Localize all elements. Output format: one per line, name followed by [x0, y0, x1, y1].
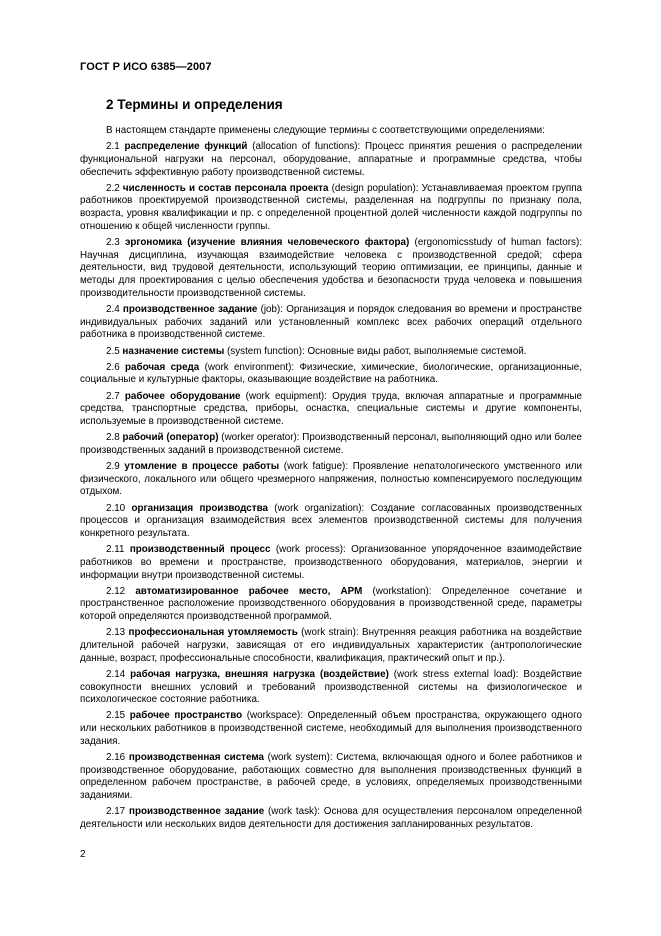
term-english: (workstation):	[362, 585, 442, 597]
term-entry	[80, 183, 582, 234]
term-entry	[80, 141, 582, 179]
term-name: производственное задание	[129, 806, 265, 818]
term-entry	[80, 627, 582, 665]
term-name: профессиональная утомляемость	[128, 627, 298, 639]
term-name: организация производства	[131, 502, 268, 514]
term-definition: Процесс принятия решения о распределении функциональной нагрузки на персонал, оборудование, аппаратные и программные средства, чтобы обеспечить эффективную работу производственной системы.	[80, 141, 582, 178]
term-definition: Основа для осуществления персоналом определенной деятельности или нескольких видов деятельности для достижения запланированных результатов.	[80, 806, 582, 830]
term-number: 2.10	[106, 502, 132, 514]
term-name: автоматизированное рабочее место, АРМ	[135, 585, 363, 597]
term-english: (work stress external load):	[388, 668, 524, 680]
term-english: (ergonomicsstudy of human factors):	[409, 237, 582, 248]
term-entry	[80, 752, 582, 803]
term-english: (work organization):	[267, 502, 371, 514]
document-body	[80, 125, 582, 835]
term-number: 2.7	[106, 390, 125, 402]
term-entry	[80, 461, 582, 499]
term-number: 2.16	[106, 751, 129, 763]
term-entry	[80, 544, 582, 582]
term-definition: Проявление непатологического умственного или физического, локального или общего чрезмерного напряжения, полностью компенсируемого последующим отдыхом.	[80, 461, 582, 498]
term-definition: Организация и порядок следования во времени и пространстве индивидуальных рабочих заданий или установленный комплекс всех рабочих операций отдельного работника в производственной системе.	[80, 303, 582, 341]
term-number: 2.1	[106, 141, 125, 153]
term-definition: Определенный объем пространства, окружающего одного или нескольких работников в производственной системе, необходимый для выполнения производственного задания.	[80, 710, 582, 747]
term-english: (worker operator):	[218, 432, 303, 444]
term-definition: Система, включающая одного и более работников и производственное оборудование, работающих совместно для выполнения производственных функций в определенном рабочем пространстве, в рабочей среде, в условиях, определяемых производственными заданиями.	[80, 751, 582, 801]
term-entry	[80, 503, 582, 541]
term-number: 2.5	[106, 345, 123, 357]
term-name: производственная система	[128, 751, 264, 763]
term-number: 2.14	[106, 668, 131, 680]
page-number: 2	[80, 849, 86, 860]
term-number: 2.6	[106, 361, 125, 373]
terms-list	[80, 141, 582, 831]
term-entry	[80, 669, 582, 707]
term-number: 2.8	[106, 432, 123, 444]
term-definition: Создание согласованных производственных процессов и организация взаимодействия всех элементов производственной системы для получения конкретного результата.	[80, 502, 582, 539]
term-entry	[80, 586, 582, 624]
term-number: 2.11	[106, 544, 130, 556]
term-english: (work strain):	[297, 627, 363, 639]
term-name: производственное задание	[122, 303, 258, 315]
term-name: рабочий (оператор)	[122, 432, 219, 444]
term-definition: Орудия труда, включая аппаратные и программные средства, транспортные средства, приборы, оснастка, специальные системы и другие компоненты, используемые в производственной системе.	[80, 390, 582, 427]
term-definition: Производственный персонал, выполняющий одно или более производственных заданий в производственной системе.	[80, 432, 582, 456]
term-number: 2.4	[106, 303, 123, 315]
term-english: (system function):	[224, 345, 308, 357]
term-name: рабочая нагрузка, внешняя нагрузка (воздействие)	[130, 668, 389, 680]
term-definition: Внутренняя реакция работника на воздействие длительной рабочей нагрузки, зависящая от его индивидуальных характеристик (антропологические данные, возраст, профессиональные способности, квалификация, практический опыт и пр.).	[80, 627, 582, 664]
term-entry	[80, 304, 582, 342]
term-english: (workspace):	[242, 710, 308, 722]
term-english: (work process):	[270, 544, 352, 556]
term-entry	[80, 432, 582, 457]
term-entry	[80, 237, 582, 300]
term-english: (work system):	[263, 751, 337, 763]
term-number: 2.17	[106, 806, 129, 818]
term-name: производственный процесс	[129, 544, 271, 556]
term-name: распределение функций	[124, 141, 248, 153]
term-entry	[80, 806, 582, 831]
term-definition: Воздействие совокупности внешних условий и требований производственной системы на физиологическое и психологическое состояние работника.	[80, 668, 582, 706]
term-name: численность и состав персонала проекта	[122, 182, 329, 194]
term-english: (design population):	[328, 182, 422, 194]
term-name: рабочая среда	[125, 361, 200, 373]
term-number: 2.13	[106, 627, 129, 639]
term-definition: Определенное сочетание и пространственное расположение производственного оборудования в производственной среде, параметры которой определяются производственной программой.	[80, 585, 582, 623]
term-entry	[80, 362, 582, 387]
term-name: рабочее оборудование	[124, 390, 241, 402]
term-definition: Основные виды работ, выполняемые системой.	[307, 345, 527, 357]
section-title: 2 Термины и определения	[106, 97, 283, 112]
term-english: (work task):	[264, 806, 324, 818]
standard-header: ГОСТ Р ИСО 6385—2007	[80, 61, 212, 73]
term-name: эргономика (изучение влияния человеческого фактора)	[124, 237, 410, 248]
term-definition: Устанавливаемая проектом группа работников проектируемой производственной системы, разделенная на подгруппы по признаку пола, возраста, уровня квалификации и пр. с определенной процентной долей численности каждой подгруппы по отношению к общей численности группы.	[80, 182, 583, 232]
term-definition: Организованное упорядоченное взаимодействие работников во времени и пространстве, производственного оборудования, материалов, энергии и информации внутри производственной системы.	[80, 544, 582, 581]
term-entry	[80, 710, 582, 748]
term-english: (allocation of functions):	[247, 141, 366, 153]
term-definition: Научная дисциплина, изучающая взаимодействие человека с производственной средой; сфера деятельности, вид трудовой деятельности, использующий теорию оптимизации, ее принципы, данные и методы для проектирования с целью обеспечения удобства и безопасности труда человека и повышения производительности производственной системы.	[80, 249, 582, 299]
term-entry	[80, 391, 582, 429]
term-number: 2.15	[106, 710, 130, 722]
term-number: 2.3	[106, 237, 125, 248]
term-name: рабочее пространство	[129, 710, 243, 722]
term-english: (work environment):	[199, 361, 300, 373]
term-english: (job):	[257, 303, 287, 315]
term-english: (work equipment):	[240, 390, 333, 402]
term-number: 2.2	[106, 182, 123, 194]
term-definition: Физические, химические, биологические, организационные, социальные и культурные факторы, оказывающие воздействие на работника.	[80, 361, 582, 386]
term-english: (work fatigue):	[279, 461, 353, 472]
term-name: назначение системы	[122, 345, 225, 357]
intro-paragraph: В настоящем стандарте применены следующие термины с соответствующими определениями:	[106, 125, 545, 136]
term-entry	[80, 346, 582, 359]
term-number: 2.9	[106, 461, 125, 472]
term-number: 2.12	[106, 585, 136, 597]
term-name: утомление в процессе работы	[124, 461, 280, 472]
